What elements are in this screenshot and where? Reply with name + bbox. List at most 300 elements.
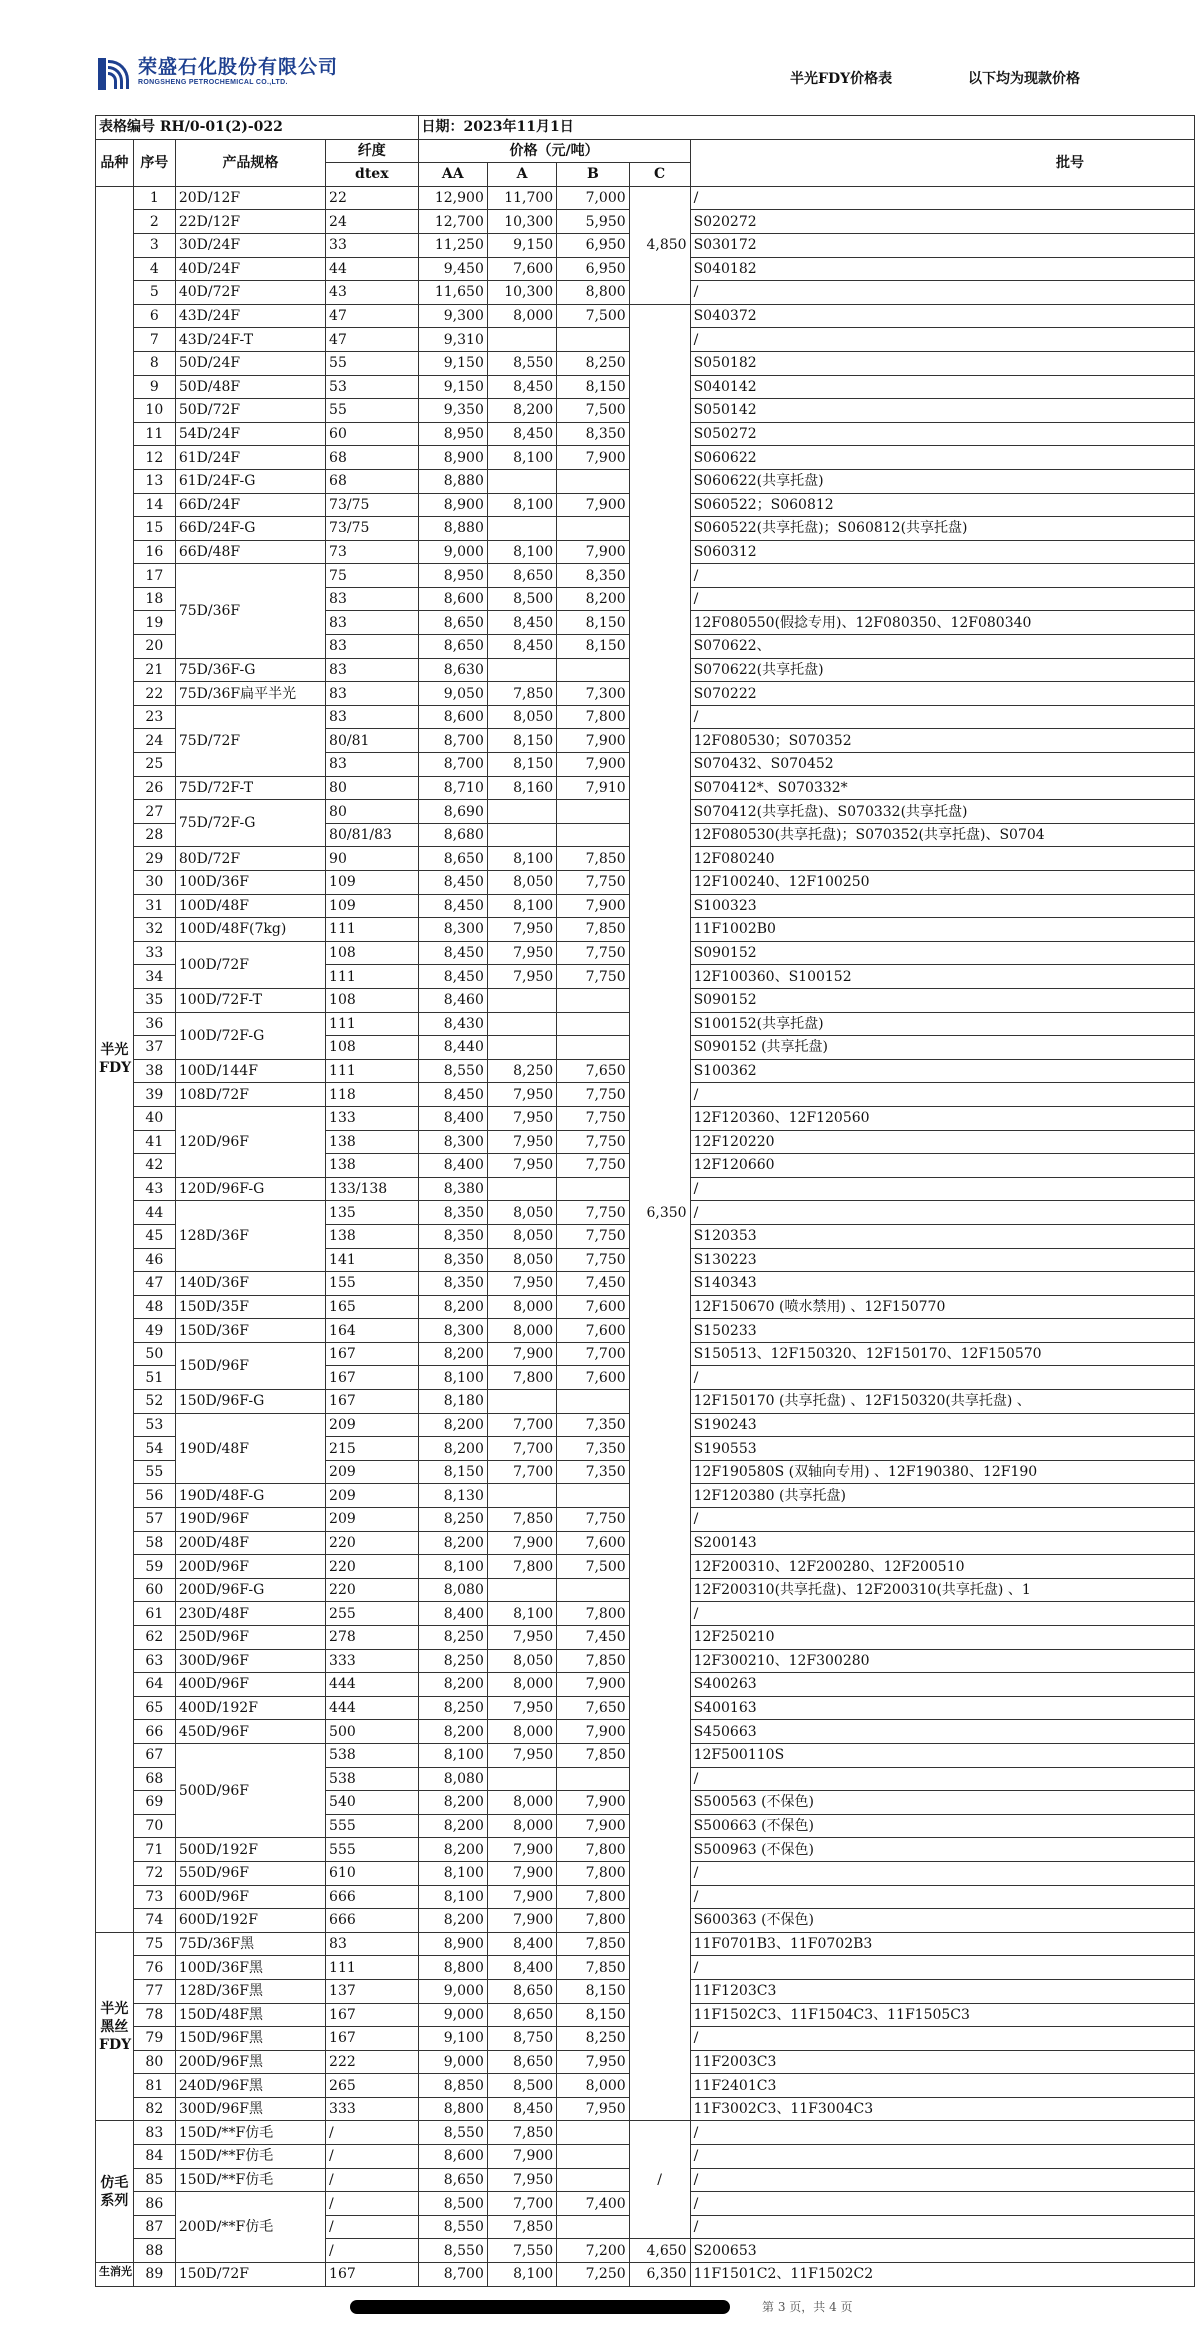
- price-aa: 8,200: [418, 1838, 487, 1862]
- lot-number: /: [690, 1201, 1194, 1225]
- price-aa: 8,250: [418, 1696, 487, 1720]
- scroll-indicator[interactable]: [350, 2300, 730, 2314]
- price-b: 7,750: [557, 1248, 629, 1272]
- price-b: 7,600: [557, 1295, 629, 1319]
- price-b: 8,200: [557, 587, 629, 611]
- row-number: 34: [133, 965, 175, 989]
- price-b: 6,950: [557, 233, 629, 257]
- dtex-value: 83: [326, 658, 418, 682]
- dtex-value: 109: [326, 894, 418, 918]
- dtex-value: 47: [326, 304, 418, 328]
- dtex-value: 83: [326, 1932, 418, 1956]
- dtex-value: 53: [326, 375, 418, 399]
- dtex-value: 68: [326, 469, 418, 493]
- dtex-value: 222: [326, 2050, 418, 2074]
- lot-number: 11F1002B0: [690, 918, 1194, 942]
- col-header-a: A: [487, 163, 556, 187]
- price-a: 10,300: [487, 281, 556, 305]
- row-number: 73: [133, 1885, 175, 1909]
- product-spec: 150D/35F: [175, 1295, 325, 1319]
- price-b: 7,850: [557, 847, 629, 871]
- lot-number: 12F200310、12F200280、12F200510: [690, 1555, 1194, 1579]
- price-a: 7,900: [487, 1861, 556, 1885]
- category-label: FDY: [99, 2036, 132, 2053]
- lot-number: S500663 (不保色): [690, 1814, 1194, 1838]
- price-aa: 8,450: [418, 894, 487, 918]
- lot-number: 12F120360、12F120560: [690, 1106, 1194, 1130]
- price-aa: 8,130: [418, 1484, 487, 1508]
- price-b: 7,750: [557, 1508, 629, 1532]
- price-aa: 8,950: [418, 422, 487, 446]
- dtex-value: 75: [326, 564, 418, 588]
- category-label: 生消光: [99, 2265, 132, 2279]
- dtex-value: 220: [326, 1531, 418, 1555]
- price-b: [557, 1767, 629, 1791]
- product-spec: 100D/36F黑: [175, 1956, 325, 1980]
- lot-number: S150233: [690, 1319, 1194, 1343]
- lot-number: S060522(共享托盘)；S060812(共享托盘): [690, 517, 1194, 541]
- col-header-price-group: 价格（元/吨）: [418, 139, 690, 163]
- row-number: 28: [133, 823, 175, 847]
- price-c: 4,650: [629, 2239, 690, 2263]
- product-spec: 190D/48F: [175, 1413, 325, 1484]
- price-b: 8,350: [557, 422, 629, 446]
- product-spec: 40D/72F: [175, 281, 325, 305]
- row-number: 53: [133, 1413, 175, 1437]
- category-label: 半光: [100, 2000, 129, 2017]
- dtex-value: 33: [326, 233, 418, 257]
- price-a: [487, 1578, 556, 1602]
- price-aa: 8,200: [418, 1295, 487, 1319]
- price-b: 7,900: [557, 1673, 629, 1697]
- row-number: 76: [133, 1956, 175, 1980]
- price-aa: 8,600: [418, 705, 487, 729]
- price-b: 7,750: [557, 965, 629, 989]
- lot-number: S060522；S060812: [690, 493, 1194, 517]
- lot-number: 12F080240: [690, 847, 1194, 871]
- row-number: 82: [133, 2097, 175, 2121]
- dtex-value: /: [326, 2239, 418, 2263]
- dtex-value: 133/138: [326, 1177, 418, 1201]
- price-aa: 8,300: [418, 1319, 487, 1343]
- price-a: 8,100: [487, 446, 556, 470]
- product-spec: 240D/96F黑: [175, 2074, 325, 2098]
- price-a: 8,160: [487, 776, 556, 800]
- product-spec: 30D/24F: [175, 233, 325, 257]
- lot-number: S040182: [690, 257, 1194, 281]
- dtex-value: 167: [326, 1342, 418, 1366]
- price-aa: 8,400: [418, 1154, 487, 1178]
- row-number: 44: [133, 1201, 175, 1225]
- price-b: 5,950: [557, 210, 629, 234]
- dtex-value: 666: [326, 1885, 418, 1909]
- dtex-value: 538: [326, 1767, 418, 1791]
- row-number: 52: [133, 1390, 175, 1414]
- lot-number: S200143: [690, 1531, 1194, 1555]
- product-spec: 600D/96F: [175, 1885, 325, 1909]
- category-label: 半光: [100, 1042, 129, 1059]
- price-a: 8,400: [487, 1932, 556, 1956]
- price-aa: 12,700: [418, 210, 487, 234]
- price-b: [557, 658, 629, 682]
- price-a: 8,450: [487, 422, 556, 446]
- col-header-aa: AA: [418, 163, 487, 187]
- row-number: 59: [133, 1555, 175, 1579]
- price-aa: 9,000: [418, 540, 487, 564]
- dtex-value: 444: [326, 1673, 418, 1697]
- price-a: 8,650: [487, 2003, 556, 2027]
- price-aa: 8,950: [418, 564, 487, 588]
- lot-number: S040372: [690, 304, 1194, 328]
- price-a: [487, 1767, 556, 1791]
- price-a: 8,150: [487, 753, 556, 777]
- product-spec: 50D/48F: [175, 375, 325, 399]
- price-b: 7,900: [557, 493, 629, 517]
- row-number: 45: [133, 1224, 175, 1248]
- price-b: 7,900: [557, 1814, 629, 1838]
- price-b: [557, 1036, 629, 1060]
- lot-number: S050272: [690, 422, 1194, 446]
- price-aa: 9,000: [418, 1979, 487, 2003]
- product-spec: 100D/72F-G: [175, 1012, 325, 1059]
- dtex-value: 209: [326, 1508, 418, 1532]
- dtex-value: 55: [326, 351, 418, 375]
- row-number: 43: [133, 1177, 175, 1201]
- lot-number: 12F150670 (喷水禁用) 、12F150770: [690, 1295, 1194, 1319]
- price-a: 8,050: [487, 871, 556, 895]
- row-number: 10: [133, 399, 175, 423]
- row-number: 66: [133, 1720, 175, 1744]
- price-aa: 8,150: [418, 1460, 487, 1484]
- row-number: 11: [133, 422, 175, 446]
- lot-number: S450663: [690, 1720, 1194, 1744]
- price-aa: 8,350: [418, 1201, 487, 1225]
- row-number: 7: [133, 328, 175, 352]
- dtex-value: 43: [326, 281, 418, 305]
- row-number: 13: [133, 469, 175, 493]
- price-aa: 8,850: [418, 2074, 487, 2098]
- price-b: 7,500: [557, 304, 629, 328]
- dtex-value: 55: [326, 399, 418, 423]
- price-a: 7,950: [487, 941, 556, 965]
- product-spec: 66D/24F-G: [175, 517, 325, 541]
- price-aa: 8,550: [418, 2215, 487, 2239]
- price-a: 8,650: [487, 2050, 556, 2074]
- dtex-value: 444: [326, 1696, 418, 1720]
- lot-number: 12F100240、12F100250: [690, 871, 1194, 895]
- lot-number: /: [690, 1861, 1194, 1885]
- lot-number: S060312: [690, 540, 1194, 564]
- row-number: 39: [133, 1083, 175, 1107]
- price-aa: 8,450: [418, 1083, 487, 1107]
- lot-number: /: [690, 1083, 1194, 1107]
- price-b: 7,900: [557, 753, 629, 777]
- row-number: 22: [133, 682, 175, 706]
- lot-number: S600363 (不保色): [690, 1909, 1194, 1933]
- price-aa: 8,430: [418, 1012, 487, 1036]
- product-spec: 230D/48F: [175, 1602, 325, 1626]
- product-spec: 200D/96F: [175, 1555, 325, 1579]
- product-spec: 300D/96F黑: [175, 2097, 325, 2121]
- row-number: 65: [133, 1696, 175, 1720]
- price-a: 8,750: [487, 2027, 556, 2051]
- price-a: 8,100: [487, 894, 556, 918]
- row-number: 6: [133, 304, 175, 328]
- price-aa: 8,200: [418, 1814, 487, 1838]
- price-b: 7,300: [557, 682, 629, 706]
- product-spec: 54D/24F: [175, 422, 325, 446]
- product-spec: 61D/24F: [175, 446, 325, 470]
- lot-number: /: [690, 2215, 1194, 2239]
- lot-number: S120353: [690, 1224, 1194, 1248]
- row-number: 14: [133, 493, 175, 517]
- product-spec: 75D/72F-G: [175, 800, 325, 847]
- table-row: [96, 2263, 1195, 2287]
- row-number: 33: [133, 941, 175, 965]
- rongsheng-logo-icon: [96, 56, 130, 92]
- dtex-value: 209: [326, 1484, 418, 1508]
- product-spec: 120D/96F-G: [175, 1177, 325, 1201]
- lot-number: /: [690, 281, 1194, 305]
- price-b: 7,000: [557, 186, 629, 210]
- dtex-value: 109: [326, 871, 418, 895]
- document-title: 半光FDY价格表: [790, 71, 893, 87]
- dtex-value: 22: [326, 186, 418, 210]
- dtex-value: 73/75: [326, 493, 418, 517]
- price-b: 8,250: [557, 351, 629, 375]
- row-number: 74: [133, 1909, 175, 1933]
- row-number: 58: [133, 1531, 175, 1555]
- row-number: 84: [133, 2145, 175, 2169]
- price-b: 7,250: [557, 2263, 629, 2287]
- price-b: 7,850: [557, 1743, 629, 1767]
- lot-number: 12F150170 (共享托盘) 、12F150320(共享托盘) 、: [690, 1390, 1194, 1414]
- product-spec: 150D/96F: [175, 1342, 325, 1389]
- price-a: 7,800: [487, 1366, 556, 1390]
- row-number: 78: [133, 2003, 175, 2027]
- price-a: 8,000: [487, 1791, 556, 1815]
- category-cell: [96, 2121, 134, 2263]
- dtex-value: 83: [326, 682, 418, 706]
- lot-number: /: [690, 1177, 1194, 1201]
- category-cell: [96, 186, 134, 1932]
- price-aa: 8,460: [418, 988, 487, 1012]
- price-a: 8,150: [487, 729, 556, 753]
- dtex-value: 47: [326, 328, 418, 352]
- lot-number: /: [690, 2027, 1194, 2051]
- row-number: 47: [133, 1272, 175, 1296]
- product-spec: 150D/**F仿毛: [175, 2168, 325, 2192]
- lot-number: S070622、: [690, 635, 1194, 659]
- lot-number: S090152: [690, 988, 1194, 1012]
- price-aa: 8,880: [418, 469, 487, 493]
- price-b: [557, 1390, 629, 1414]
- price-aa: 8,710: [418, 776, 487, 800]
- dtex-value: 255: [326, 1602, 418, 1626]
- product-spec: 108D/72F: [175, 1083, 325, 1107]
- lot-number: /: [690, 1366, 1194, 1390]
- row-number: 8: [133, 351, 175, 375]
- price-a: 7,600: [487, 257, 556, 281]
- dtex-value: 80: [326, 800, 418, 824]
- product-spec: 43D/24F-T: [175, 328, 325, 352]
- lot-number: 12F080530(共享托盘)；S070352(共享托盘)、S0704: [690, 823, 1194, 847]
- product-spec: 100D/48F: [175, 894, 325, 918]
- product-spec: 150D/96F黑: [175, 2027, 325, 2051]
- lot-number: 12F120380 (共享托盘): [690, 1484, 1194, 1508]
- table-row: [96, 304, 1195, 328]
- document-date: 日期：2023年11月1日: [418, 116, 1194, 140]
- price-aa: 8,800: [418, 1956, 487, 1980]
- price-aa: 8,200: [418, 1791, 487, 1815]
- price-aa: 8,880: [418, 517, 487, 541]
- row-number: 19: [133, 611, 175, 635]
- lot-number: S060622: [690, 446, 1194, 470]
- price-a: [487, 517, 556, 541]
- lot-number: S100152(共享托盘): [690, 1012, 1194, 1036]
- lot-number: /: [690, 705, 1194, 729]
- dtex-value: /: [326, 2168, 418, 2192]
- row-number: 75: [133, 1932, 175, 1956]
- lot-number: 12F190580S (双轴向专用) 、12F190380、12F190: [690, 1460, 1194, 1484]
- price-aa: 9,350: [418, 399, 487, 423]
- product-spec: 75D/36F: [175, 564, 325, 658]
- price-a: 8,000: [487, 1720, 556, 1744]
- lot-number: /: [690, 1885, 1194, 1909]
- lot-number: 12F200310(共享托盘)、12F200310(共享托盘) 、1: [690, 1578, 1194, 1602]
- price-a: 8,000: [487, 304, 556, 328]
- row-number: 26: [133, 776, 175, 800]
- price-aa: 8,100: [418, 1861, 487, 1885]
- lot-number: S130223: [690, 1248, 1194, 1272]
- lot-number: S090152 (共享托盘): [690, 1036, 1194, 1060]
- price-b: 7,750: [557, 1106, 629, 1130]
- price-a: 7,950: [487, 965, 556, 989]
- lot-number: 11F1203C3: [690, 1979, 1194, 2003]
- row-number: 79: [133, 2027, 175, 2051]
- price-b: 8,350: [557, 564, 629, 588]
- price-a: 7,850: [487, 682, 556, 706]
- price-aa: 8,450: [418, 871, 487, 895]
- price-a: 8,000: [487, 1319, 556, 1343]
- category-label: 黑丝: [100, 2018, 129, 2035]
- price-aa: 8,500: [418, 2192, 487, 2216]
- product-spec: 75D/72F: [175, 705, 325, 776]
- row-number: 32: [133, 918, 175, 942]
- dtex-value: 83: [326, 635, 418, 659]
- price-a: 8,050: [487, 1248, 556, 1272]
- col-header-b: B: [557, 163, 629, 187]
- price-b: 8,150: [557, 1979, 629, 2003]
- lot-number: /: [690, 2168, 1194, 2192]
- price-b: 7,800: [557, 705, 629, 729]
- dtex-value: 83: [326, 611, 418, 635]
- product-spec: 75D/36F-G: [175, 658, 325, 682]
- product-spec: 150D/48F黑: [175, 2003, 325, 2027]
- price-aa: 9,000: [418, 2003, 487, 2027]
- price-a: 8,400: [487, 1956, 556, 1980]
- price-b: 7,900: [557, 446, 629, 470]
- price-a: [487, 988, 556, 1012]
- price-aa: 8,550: [418, 1059, 487, 1083]
- price-a: 7,950: [487, 1106, 556, 1130]
- price-b: [557, 988, 629, 1012]
- price-a: 7,900: [487, 1838, 556, 1862]
- lot-number: S040142: [690, 375, 1194, 399]
- product-spec: 100D/72F-T: [175, 988, 325, 1012]
- price-a: 7,950: [487, 2168, 556, 2192]
- lot-number: S070222: [690, 682, 1194, 706]
- product-spec: 50D/24F: [175, 351, 325, 375]
- price-a: [487, 1390, 556, 1414]
- price-aa: 8,690: [418, 800, 487, 824]
- product-spec: 190D/96F: [175, 1508, 325, 1532]
- price-aa: 8,350: [418, 1248, 487, 1272]
- dtex-value: 167: [326, 2027, 418, 2051]
- dtex-value: 610: [326, 1861, 418, 1885]
- price-aa: 8,650: [418, 635, 487, 659]
- price-b: 7,500: [557, 399, 629, 423]
- price-b: 7,500: [557, 1555, 629, 1579]
- dtex-value: 167: [326, 1366, 418, 1390]
- product-spec: 40D/24F: [175, 257, 325, 281]
- price-b: 7,900: [557, 540, 629, 564]
- price-a: 8,050: [487, 1649, 556, 1673]
- price-b: [557, 2168, 629, 2192]
- lot-number: S060622(共享托盘): [690, 469, 1194, 493]
- product-spec: 500D/96F: [175, 1743, 325, 1837]
- price-b: 7,800: [557, 1885, 629, 1909]
- dtex-value: 80/81: [326, 729, 418, 753]
- row-number: 41: [133, 1130, 175, 1154]
- product-spec: 190D/48F-G: [175, 1484, 325, 1508]
- price-aa: 8,100: [418, 1885, 487, 1909]
- price-b: 7,910: [557, 776, 629, 800]
- product-spec: 100D/48F(7kg): [175, 918, 325, 942]
- price-aa: 8,080: [418, 1767, 487, 1791]
- row-number: 46: [133, 1248, 175, 1272]
- dtex-value: 83: [326, 705, 418, 729]
- dtex-value: 209: [326, 1413, 418, 1437]
- product-spec: 128D/36F黑: [175, 1979, 325, 2003]
- price-a: 7,850: [487, 2215, 556, 2239]
- price-b: 7,850: [557, 1932, 629, 1956]
- category-label: 系列: [100, 2192, 129, 2209]
- lot-number: S020272: [690, 210, 1194, 234]
- price-aa: 8,180: [418, 1390, 487, 1414]
- col-header-dtex-en: dtex: [326, 163, 418, 187]
- price-aa: 8,200: [418, 1531, 487, 1555]
- dtex-value: 215: [326, 1437, 418, 1461]
- price-aa: 8,200: [418, 1342, 487, 1366]
- row-number: 5: [133, 281, 175, 305]
- price-b: 7,450: [557, 1272, 629, 1296]
- row-number: 37: [133, 1036, 175, 1060]
- row-number: 68: [133, 1767, 175, 1791]
- product-spec: 500D/192F: [175, 1838, 325, 1862]
- price-aa: 8,080: [418, 1578, 487, 1602]
- price-aa: 8,300: [418, 918, 487, 942]
- price-aa: 8,380: [418, 1177, 487, 1201]
- dtex-value: 24: [326, 210, 418, 234]
- product-spec: 250D/96F: [175, 1626, 325, 1650]
- row-number: 25: [133, 753, 175, 777]
- dtex-value: 108: [326, 1036, 418, 1060]
- price-aa: 8,400: [418, 1106, 487, 1130]
- price-c: 4,850: [629, 186, 690, 304]
- row-number: 86: [133, 2192, 175, 2216]
- price-b: 7,400: [557, 2192, 629, 2216]
